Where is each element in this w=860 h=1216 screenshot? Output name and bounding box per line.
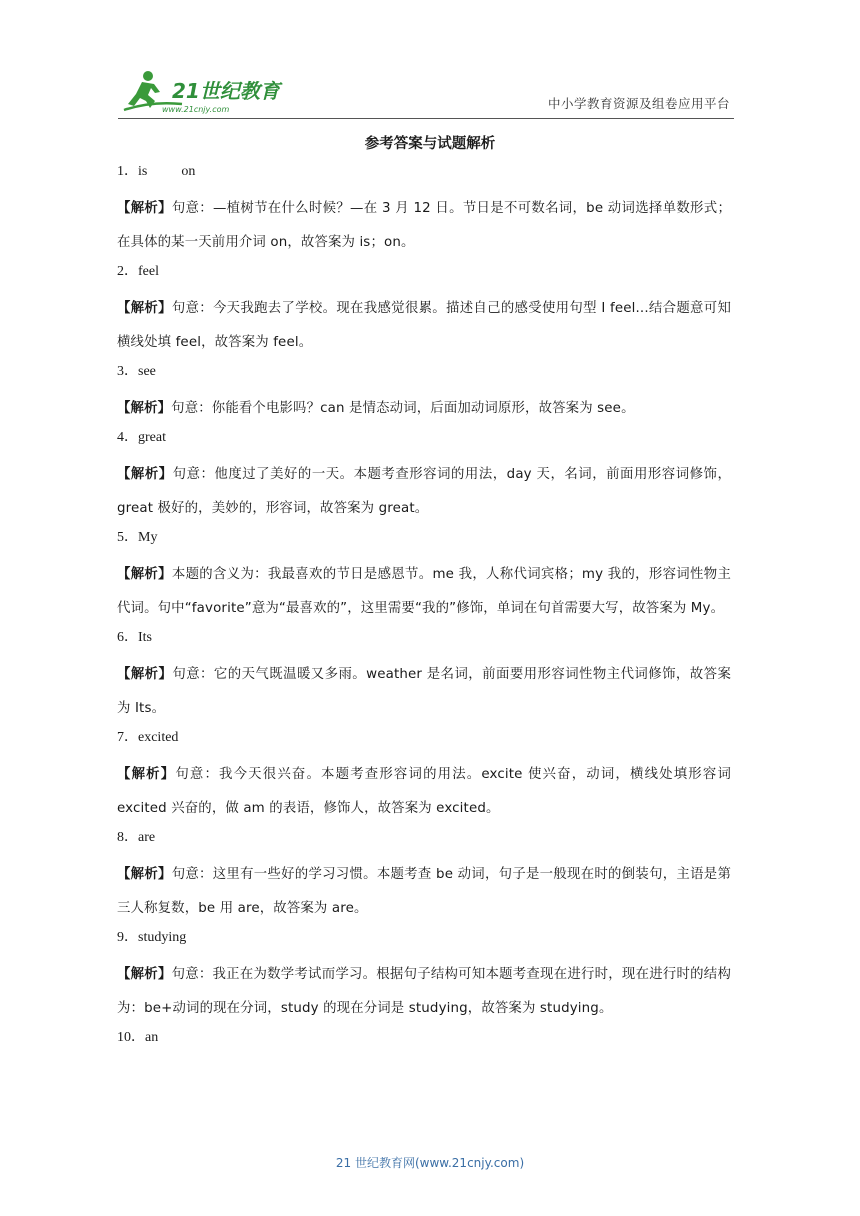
answer-line <box>117 162 731 182</box>
answer-text-second: on <box>181 164 196 179</box>
answer-item <box>117 928 731 1026</box>
answer-item <box>117 1028 731 1048</box>
analysis-tag: 【解析】 <box>117 667 173 682</box>
analysis-tag: 【解析】 <box>117 867 172 882</box>
analysis-tag: 【解析】 <box>117 401 172 416</box>
answer-line <box>117 828 731 848</box>
answer-text: is <box>138 164 148 179</box>
question-number: 5． <box>117 530 138 545</box>
analysis-paragraph <box>117 858 731 926</box>
analysis-text: 句意：今天我跑去了学校。现在我感觉很累。描述自己的感受使用句型 I feel...结合题意可知横线处填 feel，故答案为 feel。 <box>117 301 731 350</box>
analysis-tag: 【解析】 <box>117 767 176 782</box>
answer-item <box>117 428 731 526</box>
svg-text:www.21cnjy.com: www.21cnjy.com <box>162 105 230 114</box>
answers-list <box>117 160 731 1058</box>
answer-item <box>117 528 731 626</box>
footer-site-link[interactable]: 21 世纪教育网(www.21cnjy.com) <box>335 1156 525 1170</box>
answer-item <box>117 628 731 726</box>
answer-text: My <box>138 530 158 545</box>
svg-text:21世纪教育: 21世纪教育 <box>172 79 280 103</box>
analysis-text: 本题的含义为：我最喜欢的节日是感恩节。me 我，人称代词宾格；my 我的，形容词性物主代词。句中“favorite”意为“最喜欢的”，这里需要“我的”修饰，单词在句首需要大写，故答案为 My。 <box>117 567 731 616</box>
site-logo[interactable] <box>122 68 292 116</box>
answer-line <box>117 928 731 948</box>
analysis-text: 句意：你能看个电影吗？can 是情态动词，后面加动词原形，故答案为 see。 <box>171 401 635 416</box>
analysis-paragraph <box>117 758 731 826</box>
analysis-paragraph <box>117 292 731 360</box>
analysis-text: 句意：这里有一些好的学习习惯。本题考查 be 动词，句子是一般现在时的倒装句，主语是第三人称复数，be 用 are，故答案为 are。 <box>117 867 731 916</box>
analysis-tag: 【解析】 <box>117 967 172 982</box>
question-number: 2． <box>117 264 138 279</box>
analysis-paragraph <box>117 558 731 626</box>
header-divider <box>118 118 734 119</box>
analysis-paragraph <box>117 958 731 1026</box>
answer-line <box>117 1028 731 1048</box>
answer-text: Its <box>138 630 152 645</box>
question-number: 7． <box>117 730 138 745</box>
page-header <box>0 0 860 120</box>
analysis-paragraph <box>117 458 731 526</box>
analysis-tag: 【解析】 <box>117 301 172 316</box>
answer-item <box>117 828 731 926</box>
answer-item <box>117 728 731 826</box>
question-number: 3． <box>117 364 138 379</box>
question-number: 4． <box>117 430 138 445</box>
answer-line <box>117 528 731 548</box>
answer-line <box>117 262 731 282</box>
answer-line <box>117 728 731 748</box>
analysis-tag: 【解析】 <box>117 567 172 582</box>
logo-runner-icon <box>122 68 292 116</box>
answer-line <box>117 428 731 448</box>
answer-text: are <box>138 830 156 845</box>
analysis-text: 句意：—植树节在什么时候？—在 3 月 12 日。节日是不可数名词，be 动词选择单数形式；在具体的某一天前用介词 on，故答案为 is；on。 <box>117 201 731 250</box>
answer-line <box>117 362 731 382</box>
answer-text: see <box>138 364 156 379</box>
answer-text: great <box>138 430 166 445</box>
question-number: 1． <box>117 164 138 179</box>
analysis-text: 句意：我今天很兴奋。本题考查形容词的用法。excite 使兴奋，动词，横线处填形容词 excited 兴奋的，做 am 的表语，修饰人，故答案为 excited。 <box>117 767 731 816</box>
analysis-tag: 【解析】 <box>117 467 173 482</box>
answer-text: feel <box>138 264 159 279</box>
answer-item <box>117 262 731 360</box>
answer-text: studying <box>138 930 187 945</box>
analysis-text: 句意：它的天气既温暖又多雨。weather 是名词，前面要用形容词性物主代词修饰，故答案为 Its。 <box>117 667 731 716</box>
question-number: 9． <box>117 930 138 945</box>
header-platform-text: 中小学教育资源及组卷应用平台 <box>547 96 730 111</box>
analysis-text: 句意：他度过了美好的一天。本题考查形容词的用法，day 天，名词，前面用形容词修饰，great 极好的，美妙的，形容词，故答案为 great。 <box>117 467 731 516</box>
analysis-paragraph <box>117 392 731 426</box>
answer-line <box>117 628 731 648</box>
analysis-text: 句意：我正在为数学考试而学习。根据句子结构可知本题考查现在进行时，现在进行时的结构为：be+动词的现在分词，study 的现在分词是 studying，故答案为 studying。 <box>117 967 731 1016</box>
page-title: 参考答案与试题解析 <box>364 136 496 152</box>
answer-item <box>117 162 731 260</box>
question-number: 10． <box>117 1030 145 1045</box>
answer-text: an <box>145 1030 159 1045</box>
question-number: 8． <box>117 830 138 845</box>
answer-text: excited <box>138 730 179 745</box>
answer-item <box>117 362 731 426</box>
analysis-paragraph <box>117 192 731 260</box>
analysis-paragraph <box>117 658 731 726</box>
question-number: 6． <box>117 630 138 645</box>
analysis-tag: 【解析】 <box>117 201 172 216</box>
